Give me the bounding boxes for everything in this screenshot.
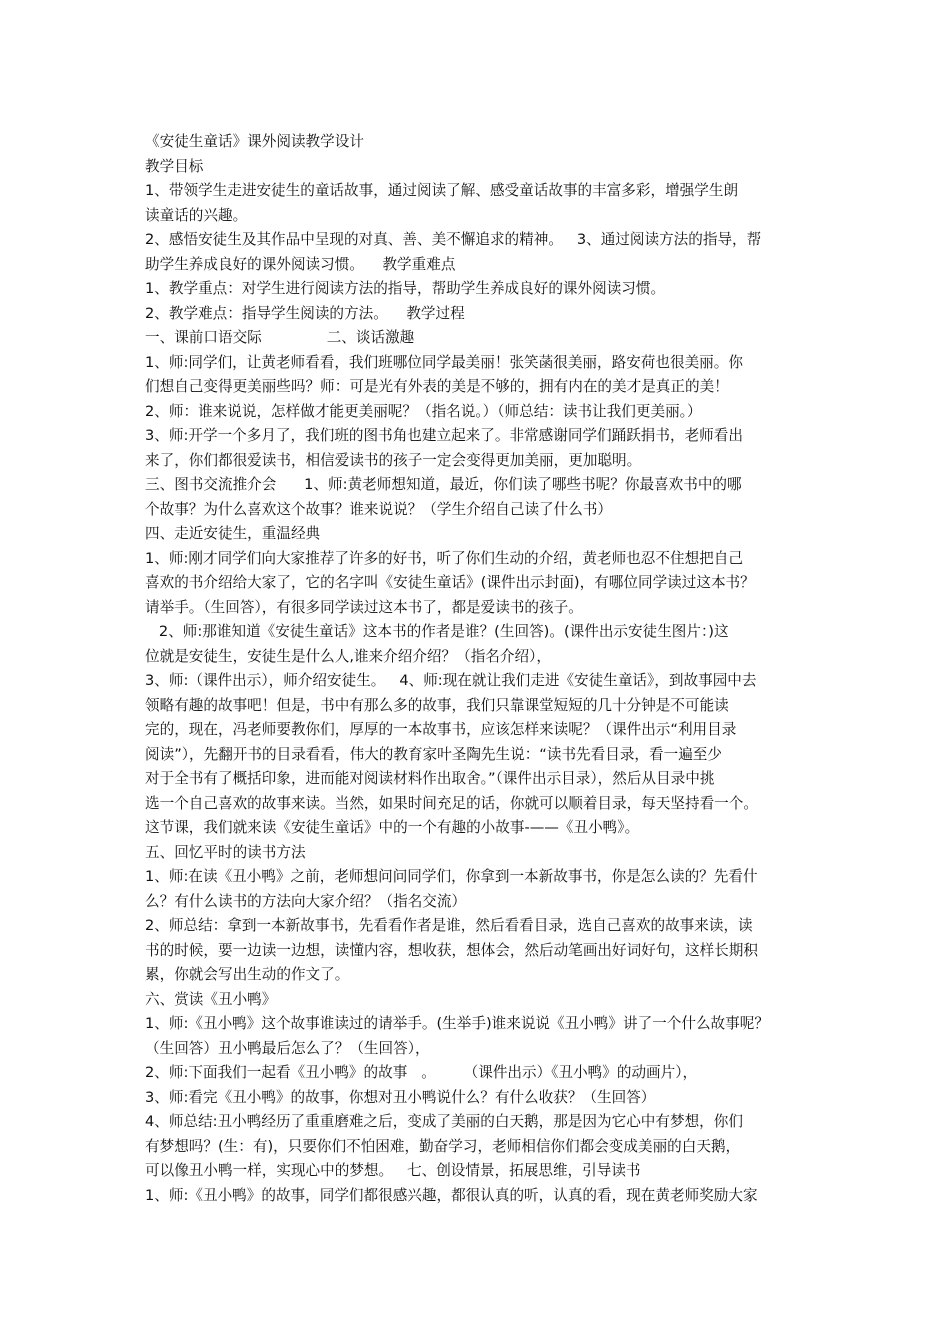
text-line: 领略有趣的故事吧！但是，书中有那么多的故事，我们只靠课堂短短的几十分钟是不可能读 — [145, 696, 729, 714]
text-line: 五、回忆平时的读书方法 — [145, 843, 306, 861]
text-line: 这节课，我们就来读《安徒生童话》中的一个有趣的小故事-——《丑小鸭》。 — [145, 819, 640, 836]
text-line: 来了，你们都很爱读书，相信爱读书的孩子一定会变得更加美丽，更加聪明。 — [145, 451, 642, 469]
text-line: 2、教学难点：指导学生阅读的方法。 教学过程 — [145, 304, 465, 322]
text-line: 1、师:在读《丑小鸭》之前，老师想问问同学们，你拿到一本新故事书，你是怎么读的？先看什 — [145, 868, 758, 885]
text-line: 完的，现在，冯老师要教你们，厚厚的一本故事书，应该怎样来读呢？（课件出示“利用目录 — [145, 721, 737, 738]
text-line: （生回答）丑小鸭最后怎么了？（生回答）， — [145, 1039, 430, 1057]
text-line: 3、师:看完《丑小鸭》的故事，你想对丑小鸭说什么？有什么收获？（生回答） — [145, 1088, 656, 1106]
text-line: 一、课前口语交际 二、谈话激趣 — [145, 329, 415, 346]
text-line: 么？有什么读书的方法向大家介绍？（指名交流） — [145, 892, 467, 910]
text-line: 读童话的兴趣。 — [145, 206, 248, 224]
text-line: 累，你就会写出生动的作文了。 — [145, 966, 350, 983]
text-line: 1、师:刚才同学们向大家推荐了许多的好书，听了你们生动的介绍，黄老师也忍不住想把自己 — [145, 549, 743, 567]
text-line: 位就是安徒生，安徒生是什么人,谁来介绍介绍？（指名介绍）， — [145, 647, 551, 665]
text-line: 3、师:开学一个多月了，我们班的图书角也建立起来了。非常感谢同学们踊跃捐书，老师看出 — [145, 427, 743, 444]
text-line: 2、师：谁来说说，怎样做才能更美丽呢？（指名说。）（师总结：读书让我们更美丽。） — [145, 402, 702, 420]
text-line: 1、教学重点：对学生进行阅读方法的指导，帮助学生养成良好的课外阅读习惯。 — [145, 280, 666, 297]
text-line: 四、走近安徒生，重温经典 — [145, 525, 321, 542]
text-line: 助学生养成良好的课外阅读习惯。 教学重难点 — [145, 255, 456, 273]
document-body — [145, 130, 817, 1208]
text-line: 1、师:同学们，让黄老师看看，我们班哪位同学最美丽！张笑菡很美丽，路安荷也很美丽。你 — [145, 353, 743, 371]
text-line: 1、师:《丑小鸭》的故事，同学们都很感兴趣，都很认真的听，认真的看，现在黄老师奖励大家 — [145, 1186, 758, 1204]
text-line: 4、师总结:丑小鸭经历了重重磨难之后，变成了美丽的白天鹅，那是因为它心中有梦想，你们 — [145, 1113, 743, 1130]
text-line: 六、赏读《丑小鸭》 — [145, 990, 277, 1008]
text-line: 三、图书交流推介会 1、师:黄老师想知道，最近，你们读了哪些书呢？你最喜欢书中的哪 — [145, 476, 742, 493]
text-line: 2、师:那谁知道《安徒生童话》这本书的作者是谁？(生回答)。(课件出示安徒生图片：)这 — [145, 623, 729, 640]
text-line: 书的时候，要一边读一边想，读懂内容，想收获，想体会，然后动笔画出好词好句，这样长期积 — [145, 941, 758, 959]
text-line: 3、师:（课件出示），师介绍安徒生。 4、师:现在就让我们走进《安徒生童话》，到故事园中去 — [145, 672, 757, 689]
text-line: 2、师总结：拿到一本新故事书，先看看作者是谁，然后看看目录，选自己喜欢的故事来读，读 — [145, 917, 753, 934]
text-line: 2、师:下面我们一起看《丑小鸭》的故事 。 （课件出示）《丑小鸭》的动画片）， — [145, 1064, 698, 1081]
text-line: 个故事？为什么喜欢这个故事？谁来说说？（学生介绍自己读了什么书） — [145, 500, 613, 518]
text-line: 2、感悟安徒生及其作品中呈现的对真、善、美不懈追求的精神。 3、通过阅读方法的指导，帮 — [145, 231, 762, 248]
text-line: 1、带领学生走进安徒生的童话故事，通过阅读了解、感受童话故事的丰富多彩，增强学生朗 — [145, 182, 739, 199]
text-line: 阅读”），先翻开书的目录看看，伟大的教育家叶圣陶先生说：“读书先看目录，看一遍至少 — [145, 745, 722, 763]
text-line: 对于全书有了概括印象，进而能对阅读材料作出取舍。”（课件出示目录），然后从目录中挑 — [145, 770, 715, 787]
text-line: 请举手。（生回答），有很多同学读过这本书了，都是爱读书的孩子。 — [145, 598, 583, 616]
text-line: 1、师:《丑小鸭》这个故事谁读过的请举手。(生举手)谁来说说《丑小鸭》讲了一个什么故事呢？ — [145, 1015, 769, 1032]
text-line: 可以像丑小鸭一样，实现心中的梦想。 七、创设情景，拓展思维，引导读书 — [145, 1162, 641, 1179]
text-line: 选一个自己喜欢的故事来读。当然，如果时间充足的话，你就可以顺着目录，每天坚持看一个。 — [145, 794, 758, 812]
text-line: 们想自己变得更美丽些吗？师：可是光有外表的美是不够的，拥有内在的美才是真正的美！ — [145, 378, 729, 395]
text-line: 有梦想吗？(生：有)，只要你们不怕困难，勤奋学习，老师相信你们都会变成美丽的白天鹅， — [145, 1137, 741, 1155]
text-line: 喜欢的书介绍给大家了，它的名字叫《安徒生童话》(课件出示封面)，有哪位同学读过这本书？ — [145, 574, 755, 591]
text-line: 教学目标 — [145, 157, 204, 175]
document-title: 《安徒生童话》课外阅读教学设计 — [145, 133, 364, 150]
